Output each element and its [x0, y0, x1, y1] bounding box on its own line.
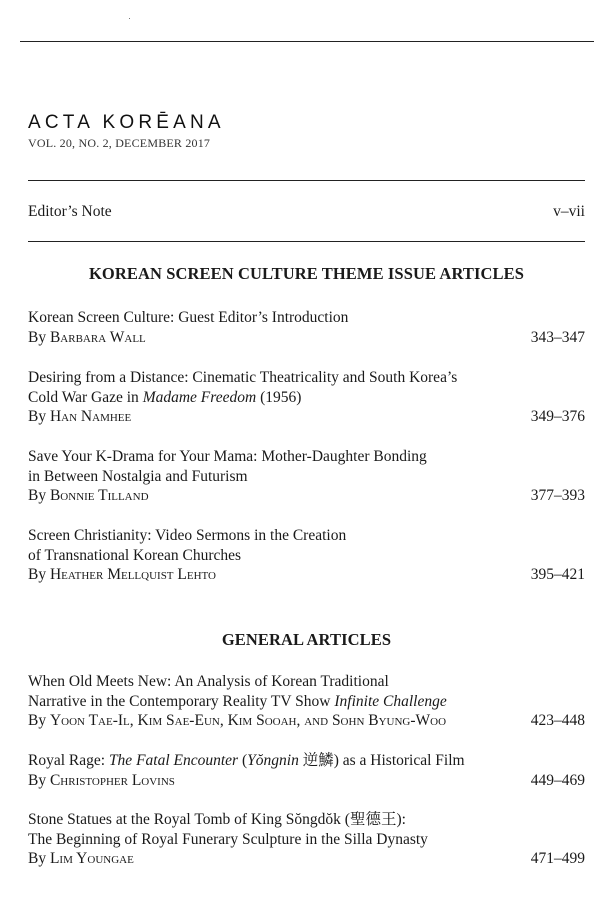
show-title-italic: Infinite Challenge	[334, 692, 447, 710]
article-author: Barbara Wall	[49, 328, 146, 346]
article-byline	[28, 407, 585, 427]
article-byline	[28, 486, 585, 506]
stray-mark	[129, 18, 130, 19]
article-title: When Old Meets New: An Analysis of Korean Traditional	[28, 673, 389, 690]
divider-lower	[28, 241, 585, 242]
article-byline	[28, 565, 585, 585]
article-title: Screen Christianity: Video Sermons in the Creation	[28, 527, 347, 544]
by-label: By	[28, 850, 47, 868]
toc-entry[interactable]	[28, 368, 585, 427]
article-pages: 423–448	[530, 712, 585, 730]
top-rule	[20, 41, 594, 42]
article-pages: 395–421	[530, 566, 585, 584]
by-label: By	[28, 487, 47, 505]
article-pages: 449–469	[530, 771, 585, 789]
divider-upper	[28, 180, 585, 181]
by-label: By	[28, 771, 47, 789]
by-label: By	[28, 566, 47, 584]
article-pages: 343–347	[530, 328, 585, 346]
article-byline	[28, 328, 585, 348]
article-title-line2: in Between Nostalgia and Futurism	[28, 467, 248, 485]
article-title-line2: The Beginning of Royal Funerary Sculpture in the Silla Dynasty	[28, 830, 428, 848]
journal-issue: VOL. 20, NO. 2, DECEMBER 2017	[28, 136, 211, 150]
article-title: Korean Screen Culture: Guest Editor’s Introduction	[28, 309, 349, 326]
article-author: Lim Youngae	[49, 850, 134, 868]
film-title-italic: Madame Freedom	[142, 388, 257, 406]
by-label: By	[28, 328, 47, 346]
article-title: Stone Statues at the Royal Tomb of King Sŏngdŏk (聖德王):	[28, 811, 406, 828]
article-title: Desiring from a Distance: Cinematic Theatricality and South Korea’s	[28, 369, 458, 386]
article-author: Yoon Tae-Il, Kim Sae-Eun, Kim Sooah, and Sohn Byung-Woo	[49, 712, 447, 730]
toc-entry[interactable]	[28, 810, 585, 869]
article-author: Bonnie Tilland	[49, 487, 149, 505]
toc-entry[interactable]	[28, 447, 585, 506]
toc-entry[interactable]	[28, 526, 585, 585]
article-author: Han Namhee	[49, 408, 132, 426]
toc-entry[interactable]	[28, 751, 585, 790]
section-heading-theme: KOREAN SCREEN CULTURE THEME ISSUE ARTICLES	[88, 264, 525, 283]
film-title-italic: The Fatal Encounter	[108, 752, 239, 769]
section-heading-general: GENERAL ARTICLES	[221, 630, 392, 649]
article-title-line2: of Transnational Korean Churches	[28, 546, 242, 564]
article-byline	[28, 771, 585, 791]
article-byline	[28, 711, 585, 731]
romanized-title-italic: Yŏngnin	[247, 752, 299, 769]
article-title-line2: Narrative in the Contemporary Reality TV Show Infinite Challenge	[28, 692, 447, 710]
article-author: Christopher Lovins	[49, 771, 175, 789]
article-pages: 377–393	[530, 487, 585, 505]
article-byline	[28, 849, 585, 869]
article-title: Royal Rage: The Fatal Encounter (Yŏngnin 逆鱗) as a Historical Film	[28, 752, 465, 769]
journal-title: ACTA KORĒANA	[28, 112, 225, 133]
by-label: By	[28, 408, 47, 426]
article-title: Save Your K-Drama for Your Mama: Mother-Daughter Bonding	[28, 448, 427, 465]
article-pages: 349–376	[530, 408, 585, 426]
by-label: By	[28, 712, 47, 730]
article-title-line2: Cold War Gaze in Madame Freedom (1956)	[28, 388, 302, 406]
article-pages: 471–499	[530, 850, 585, 868]
editors-note-pages: v–vii	[553, 203, 585, 220]
toc-entry[interactable]	[28, 308, 585, 347]
toc-entry[interactable]	[28, 672, 585, 731]
article-author: Heather Mellquist Lehto	[49, 566, 216, 584]
editors-note-label: Editor’s Note	[28, 203, 112, 220]
editors-note-row[interactable]	[28, 203, 585, 221]
